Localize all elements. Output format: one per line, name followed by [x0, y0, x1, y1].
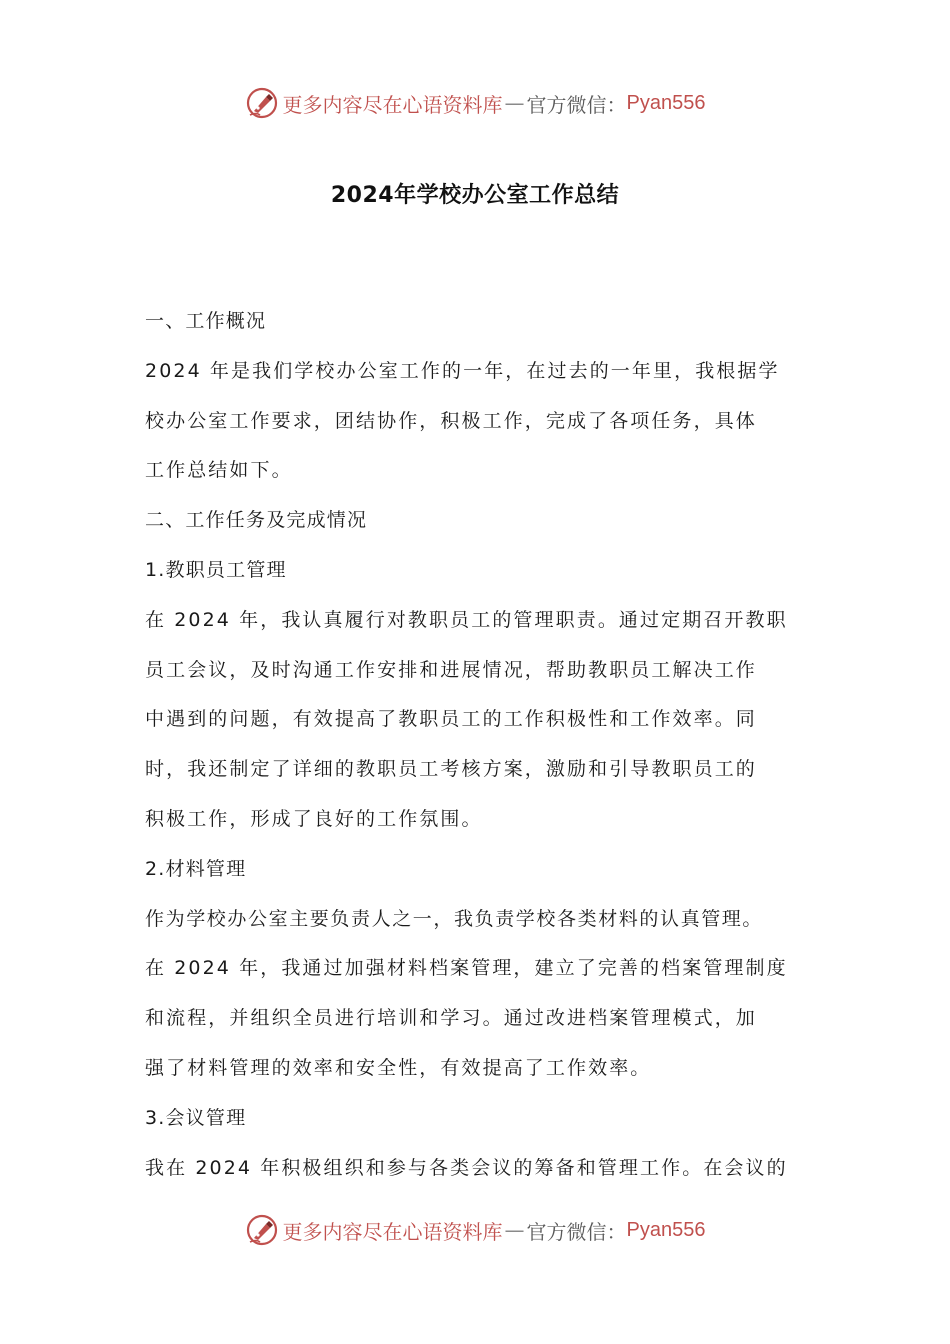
- paragraph-line: 员工会议，及时沟通工作安排和进展情况，帮助教职员工解决工作: [145, 658, 757, 681]
- document-title: 2024年学校办公室工作总结: [330, 183, 620, 208]
- subsection-heading: 2.材料管理: [145, 857, 247, 880]
- pen-nib-logo-icon: [245, 86, 279, 120]
- watermark-separator: —: [504, 1218, 525, 1242]
- watermark-wechat-label: 官方微信：: [526, 92, 627, 117]
- paragraph-line: 我在 2024 年积极组织和参与各类会议的筹备和管理工作。在会议的: [145, 1156, 788, 1179]
- paragraph-line: 作为学校办公室主要负责人之一，我负责学校各类材料的认真管理。: [145, 907, 764, 930]
- paragraph-line: 时，我还制定了详细的教职员工考核方案，激励和引导教职员工的: [145, 758, 757, 781]
- watermark-wechat-id: Pyan556: [626, 91, 706, 114]
- watermark-wechat-id: Pyan556: [626, 1218, 706, 1241]
- watermark-text: 更多内容尽在心语资料库: [282, 92, 503, 117]
- paragraph-line: 积极工作，形成了良好的工作氛围。: [145, 807, 483, 830]
- watermark-wechat-label: 官方微信：: [526, 1219, 627, 1244]
- pen-nib-logo-icon: [245, 1213, 279, 1247]
- document-body: [145, 297, 813, 1193]
- watermark-separator: —: [504, 91, 525, 115]
- subsection-heading: 1.教职员工管理: [145, 558, 287, 581]
- paragraph-line: 和流程，并组织全员进行培训和学习。通过改进档案管理模式，加: [145, 1007, 757, 1030]
- watermark-banner-bottom: [0, 1210, 950, 1250]
- paragraph-line: 在 2024 年，我通过加强材料档案管理，建立了完善的档案管理制度: [145, 957, 788, 980]
- paragraph-line: 在 2024 年，我认真履行对教职员工的管理职责。通过定期召开教职: [145, 608, 788, 631]
- watermark-banner-top: [0, 83, 950, 123]
- paragraph-line: 工作总结如下。: [145, 459, 293, 482]
- section-heading: 二、工作任务及完成情况: [145, 509, 368, 532]
- paragraph-line: 强了材料管理的效率和安全性，有效提高了工作效率。: [145, 1056, 652, 1079]
- subsection-heading: 3.会议管理: [145, 1106, 247, 1129]
- paragraph-line: 校办公室工作要求，团结协作，积极工作，完成了各项任务，具体: [145, 409, 757, 432]
- paragraph-line: 中遇到的问题，有效提高了教职员工的工作积极性和工作效率。同: [145, 708, 757, 731]
- watermark-text: 更多内容尽在心语资料库: [282, 1219, 503, 1244]
- paragraph-line: 2024 年是我们学校办公室工作的一年，在过去的一年里，我根据学: [145, 359, 780, 382]
- section-heading: 一、工作概况: [145, 310, 267, 332]
